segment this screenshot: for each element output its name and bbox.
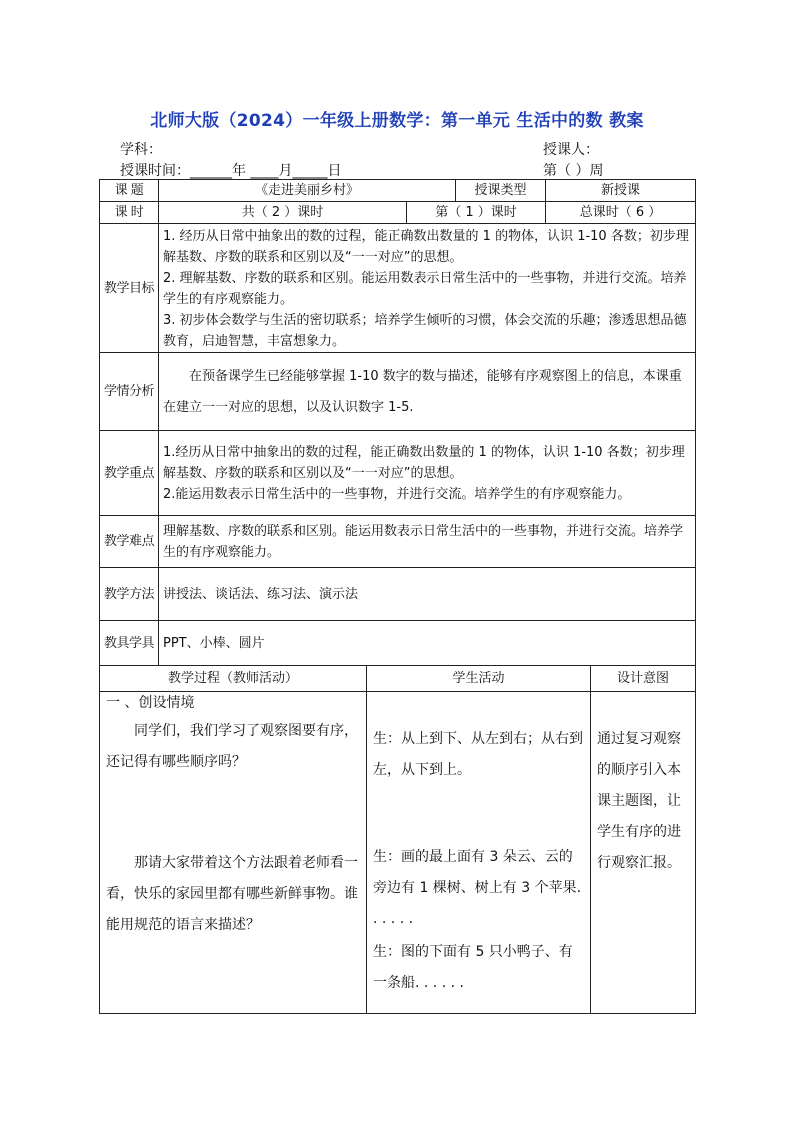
teacher-activity-cell bbox=[100, 692, 367, 1014]
key-points-row bbox=[100, 431, 696, 516]
step-title: 一 、创设情境 bbox=[106, 695, 195, 711]
design-intent-text: 通过复习观察的顺序引入本课主题图，让学生有序的进行观察汇报。 bbox=[597, 731, 682, 871]
document-title: 北师大版（2024）一年级上册数学：第一单元 生活中的数 教案 bbox=[150, 111, 644, 131]
hours-label: 课 时 bbox=[100, 202, 159, 224]
teacher-paragraph-1: 同学们，我们学习了观察图要有序，还记得有哪些顺序吗？ bbox=[106, 723, 358, 770]
tools-row bbox=[100, 621, 696, 666]
overall-hours: 总课时（ 6 ） bbox=[546, 202, 696, 224]
difficulty-label: 教学难点 bbox=[100, 516, 159, 568]
type-label: 授课类型 bbox=[456, 180, 546, 202]
date-label: 授课时间：______年 ____月_____日 bbox=[120, 163, 342, 179]
hours-row bbox=[100, 202, 696, 224]
process-content-row bbox=[100, 692, 696, 1014]
current-hour: 第（ 1 ）课时 bbox=[407, 202, 546, 224]
student-answer-3: 生：图的下面有 5 只小鸭子、有一条船. . . . . . bbox=[373, 944, 573, 991]
col-teacher-activity: 教学过程（教师活动） bbox=[100, 666, 367, 692]
design-intent-cell bbox=[591, 692, 696, 1014]
difficulty-row bbox=[100, 516, 696, 568]
lesson-plan-table bbox=[99, 179, 696, 1014]
type-value: 新授课 bbox=[546, 180, 696, 202]
key-point-item: 2.能运用数表示日常生活中的一些事物，并进行交流。培养学生的有序观察能力。 bbox=[163, 486, 631, 502]
goals-row bbox=[100, 224, 696, 353]
goal-item: 1. 经历从日常中抽象出的数的过程，能正确数出数量的 1 的物体，认识 1-10 各数；初步理解基数、序数的联系和区别以及“一一对应”的思想。 bbox=[163, 229, 689, 265]
tools-label: 教具学具 bbox=[100, 621, 159, 666]
process-header-row bbox=[100, 666, 696, 692]
tools-text: PPT、小棒、圆片 bbox=[159, 621, 696, 666]
goal-item: 2. 理解基数、序数的联系和区别。能运用数表示日常生活中的一些事物，并进行交流。培养学生的有序观察能力。 bbox=[163, 271, 687, 307]
total-hours: 共（ 2 ）课时 bbox=[159, 202, 407, 224]
student-answer-1: 生：从上到下、从左到右；从右到左，从下到上。 bbox=[373, 731, 583, 778]
subject-label: 学科： bbox=[120, 142, 162, 158]
teacher-paragraph-2: 那请大家带着这个方法跟着老师看一看，快乐的家园里都有哪些新鲜事物。谁能用规范的语言来描述？ bbox=[106, 855, 358, 933]
analysis-text: 在预备课学生已经能够掌握 1-10 数字的数与描述，能够有序观察图上的信息，本课重在建立一一对应的思想，以及认识数字 1-5. bbox=[163, 368, 682, 415]
topic-label: 课 题 bbox=[100, 180, 159, 202]
teacher-label: 授课人： bbox=[543, 142, 599, 158]
difficulty-text: 理解基数、序数的联系和区别。能运用数表示日常生活中的一些事物，并进行交流。培养学生的有序观察能力。 bbox=[159, 516, 696, 568]
method-text: 讲授法、谈话法、练习法、演示法 bbox=[159, 568, 696, 621]
key-points-label: 教学重点 bbox=[100, 431, 159, 516]
week-label: 第（ ）周 bbox=[543, 163, 604, 179]
key-points-content bbox=[159, 431, 696, 516]
method-label: 教学方法 bbox=[100, 568, 159, 621]
col-design-intent: 设计意图 bbox=[591, 666, 696, 692]
analysis-content bbox=[159, 353, 696, 431]
analysis-row bbox=[100, 353, 696, 431]
method-row bbox=[100, 568, 696, 621]
topic-value: 《走进美丽乡村》 bbox=[159, 180, 456, 202]
key-point-item: 1.经历从日常中抽象出的数的过程，能正确数出数量的 1 的物体，认识 1-10 各数；初步理解基数、序数的联系和区别以及“一一对应”的思想。 bbox=[163, 444, 685, 481]
topic-row bbox=[100, 180, 696, 202]
student-activity-cell bbox=[367, 692, 591, 1014]
student-answer-2: 生：画的最上面有 3 朵云、云的旁边有 1 棵树、树上有 3 个苹果. . . . . . bbox=[373, 849, 582, 927]
col-student-activity: 学生活动 bbox=[367, 666, 591, 692]
goals-content bbox=[159, 224, 696, 353]
goal-item: 3. 初步体会数学与生活的密切联系；培养学生倾听的习惯，体会交流的乐趣；渗透思想品德教育，启迪智慧，丰富想象力。 bbox=[163, 313, 687, 349]
goals-label: 教学目标 bbox=[100, 224, 159, 353]
analysis-label: 学情分析 bbox=[100, 353, 159, 431]
